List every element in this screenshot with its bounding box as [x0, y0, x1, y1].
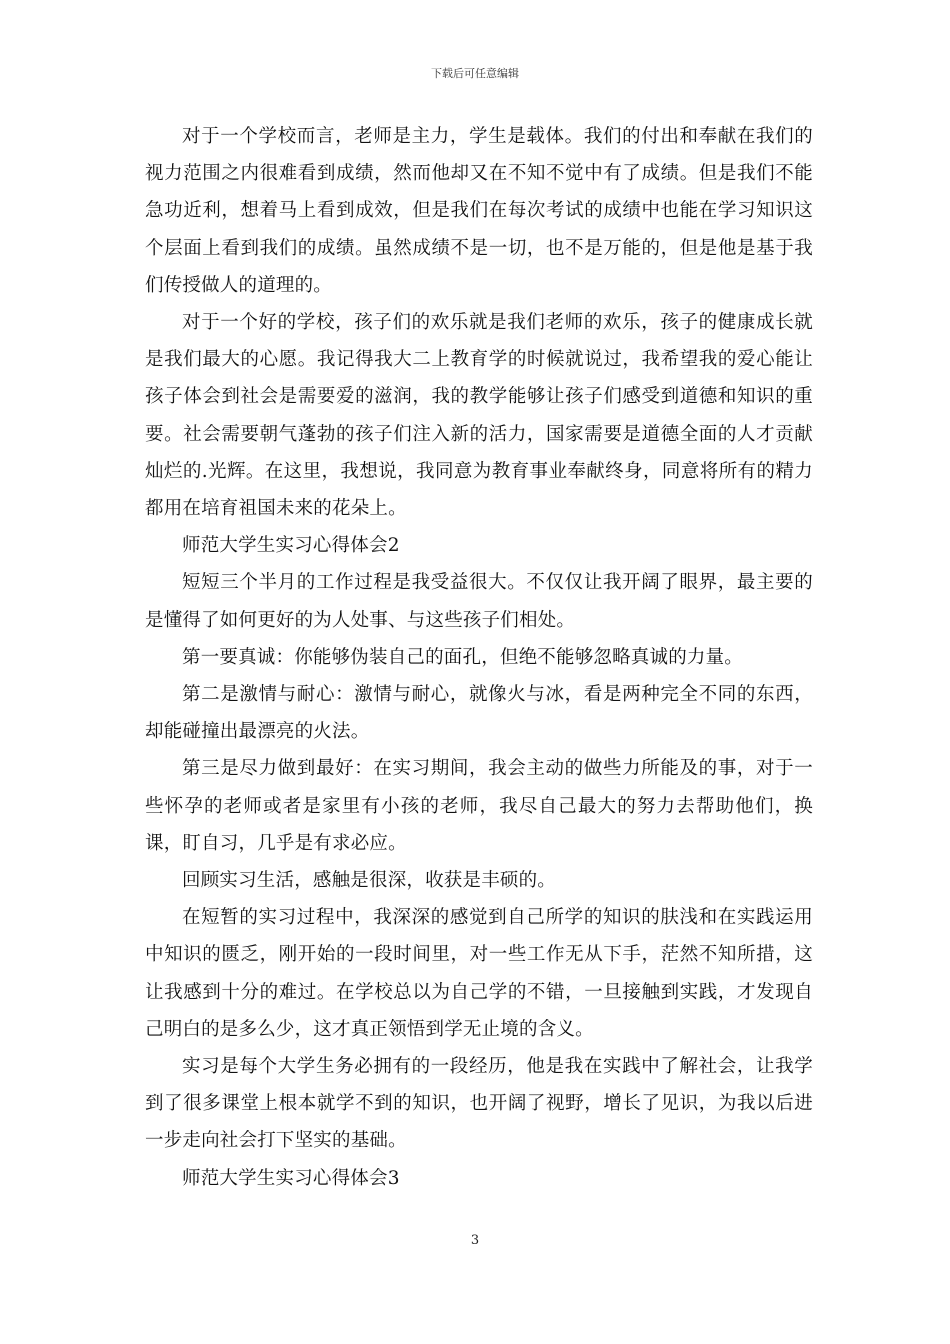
- page-header: 下载后可任意编辑: [431, 67, 519, 80]
- paragraph-first-sincerity: 第一要真诚：你能够伪装自己的面孔，但绝不能够忽略真诚的力量。: [182, 646, 744, 668]
- paragraph-school-role: 对于一个学校而言，老师是主力，学生是载体。我们的付出和奉献在我们的视力范围之内很难看到成绩，然而他却又在不知不觉中有了成绩。但是我们不能急功近利，想着马上看到成效，但是我们在每次考试的成绩中也能在学习知识这个层面上看到我们的成绩。虽然成绩不是一切，也不是万能的，但是他是基于我们传授做人的道理的。: [145, 126, 813, 296]
- paragraph-short-internship: 在短暂的实习过程中，我深深的感觉到自己所学的知识的肤浅和在实践运用中知识的匮乏，刚开始的一段时间里，对一些工作无从下手，茫然不知所措，这让我感到十分的难过。在学校总以为自己学的不错，一旦接触到实践，才发现自己明白的是多么少，这才真正领悟到学无止境的含义。: [145, 907, 813, 1040]
- paragraph-review: 回顾实习生活，感触是很深，收获是丰硕的。: [182, 870, 557, 892]
- paragraph-second-passion: 第二是激情与耐心：激情与耐心，就像火与冰，看是两种完全不同的东西，却能碰撞出最漂亮的火法。: [145, 684, 813, 743]
- paragraph-internship-experience: 实习是每个大学生务必拥有的一段经历，他是我在实践中了解社会，让我学到了很多课堂上根本就学不到的知识，也开阔了视野，增长了见识，为我以后进一步走向社会打下坚实的基础。: [145, 1056, 813, 1152]
- paragraph-work-process: 短短三个半月的工作过程是我受益很大。不仅仅让我开阔了眼界，最主要的是懂得了如何更好的为人处事、与这些孩子们相处。: [145, 572, 813, 631]
- section-heading-2: 师范大学生实习心得体会2: [182, 535, 400, 557]
- page-number: 3: [470, 1233, 480, 1248]
- paragraph-good-school: 对于一个好的学校，孩子们的欢乐就是我们老师的欢乐，孩子的健康成长就是我们最大的心愿。我记得我大二上教育学的时候就说过，我希望我的爱心能让孩子体会到社会是需要爱的滋润，我的教学能够让孩子们感受到道德和知识的重要。社会需要朝气蓬勃的孩子们注入新的活力，国家需要是道德全面的人才贡献灿烂的.光辉。在这里，我想说，我同意为教育事业奉献终身，同意将所有的精力都用在培育祖国未来的花朵上。: [145, 312, 813, 520]
- paragraph-third-best-effort: 第三是尽力做到最好：在实习期间，我会主动的做些力所能及的事，对于一些怀孕的老师或者是家里有小孩的老师，我尽自己最大的努力去帮助他们，换课，盯自习，几乎是有求必应。: [145, 758, 813, 854]
- section-heading-3: 师范大学生实习心得体会3: [182, 1167, 400, 1189]
- document-body: [145, 118, 813, 1197]
